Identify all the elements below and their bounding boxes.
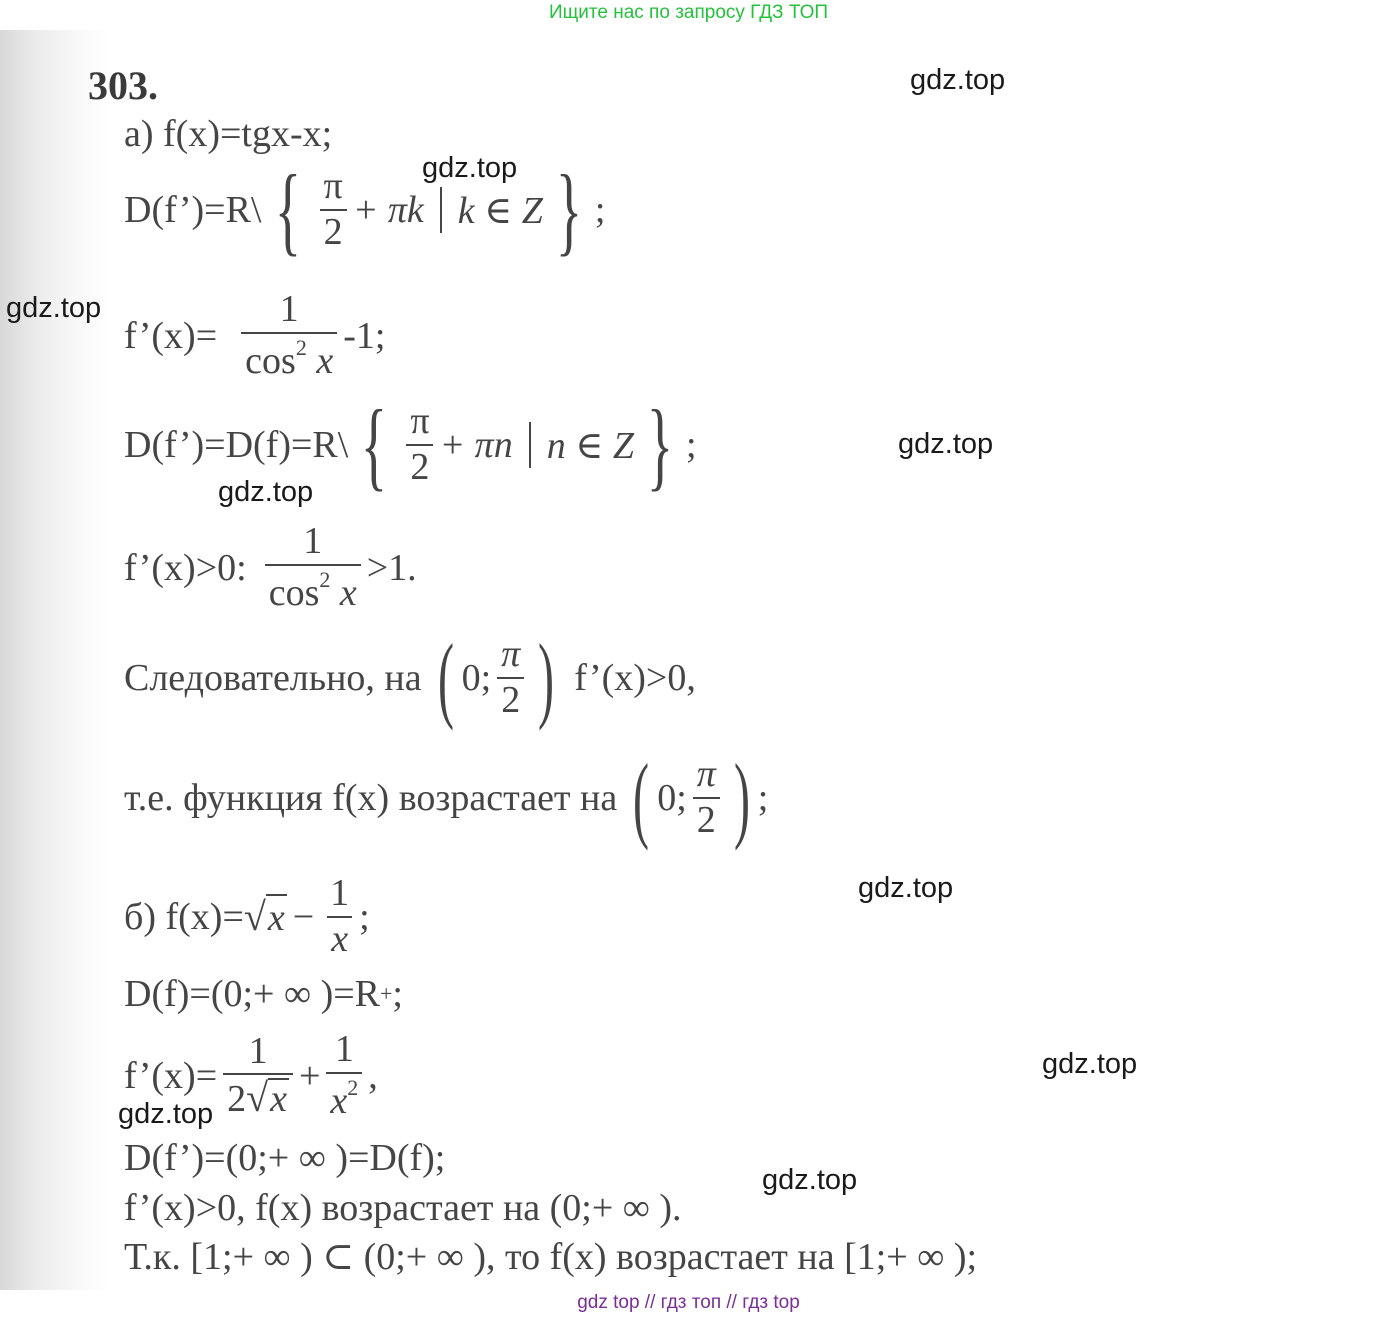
derivative-fraction: $\frac{1}{\cos^2 x}$ (241, 290, 337, 382)
watermark: gdz.top (118, 1098, 214, 1130)
domain-prefix: D(f’)=R\ (124, 189, 262, 231)
part-b-final: Т.к. [1;+ ∞ ) ⊂ (0;+ ∞ ), то f(x) возрастает на [1;+ ∞ ); (124, 1236, 978, 1278)
part-a-function-text: а) f(x)=tgx-x; (124, 113, 333, 155)
derivative-fraction-2: $\frac{1}{x^2}$ (326, 1030, 362, 1122)
right-paren: ) (538, 624, 555, 731)
period-term: + πk (352, 189, 424, 231)
watermark: gdz.top (6, 292, 102, 324)
watermark: gdz.top (1042, 1048, 1138, 1080)
derivative-fraction-1: 1 2 √ x (223, 1032, 293, 1121)
inequality-fraction: $\frac{1}{\cos^2 x}$ (265, 522, 361, 614)
watermark: gdz.top (218, 476, 314, 508)
one-over-x-fraction: $\frac{1}{x}$ (326, 874, 353, 960)
right-brace: } (646, 389, 674, 500)
footer-banner[interactable]: gdz top // гдз топ // гдз top (577, 1292, 800, 1313)
left-paren: ( (437, 624, 454, 731)
pi-over-2-fraction: $\frac{\pi}{2}$ (693, 755, 720, 841)
watermark: gdz.top (762, 1164, 858, 1196)
part-a-inequality: f’(x)>0: $\frac{1}{\cos^2 x}$ >1. (124, 520, 417, 614)
part-a-function (124, 112, 332, 156)
watermark: gdz.top (422, 152, 518, 184)
set-condition: k ∈ Z (457, 189, 543, 232)
problem-number: 303. (88, 63, 158, 108)
watermark: gdz.top (858, 872, 954, 904)
pi-over-2-fraction: $\frac{\pi}{2}$ (497, 635, 524, 721)
left-brace: { (274, 154, 301, 265)
right-brace: } (555, 154, 583, 265)
sqrt-x: √ x (243, 894, 285, 940)
part-b-domain-derivative: D(f’)=(0;+ ∞ )=D(f); (124, 1137, 446, 1179)
part-a-conclusion-1: Следовательно, на ( 0; $\frac{\pi}{2}$ ) f’(x)>0, (124, 624, 696, 731)
part-a-domain-equality: D(f’)=D(f)=R\ { $\frac{\pi}{2}$ + πn n ∈ Z } ; (124, 389, 697, 500)
pi-over-2-fraction: $\frac{\pi}{2}$ (406, 402, 433, 488)
part-a-derivative: f’(x)= $\frac{1}{\cos^2 x}$ -1; (124, 288, 386, 382)
part-b-increase: f’(x)>0, f(x) возрастает на (0;+ ∞ ). (124, 1187, 682, 1229)
watermark: gdz.top (898, 428, 994, 460)
set-divider (440, 187, 442, 233)
part-b-domain: D(f)=(0;+ ∞ )=R + ; (124, 973, 403, 1015)
watermark: gdz.top (910, 64, 1006, 96)
right-paren: ) (733, 744, 750, 851)
set-divider (529, 422, 531, 468)
part-b-function: б) f(x)= √ x − $\frac{1}{x}$ ; (124, 872, 370, 960)
scan-edge-shadow (0, 30, 110, 1290)
part-a-conclusion-2: т.е. функция f(x) возрастает на ( 0; $\frac{\pi}{2}$ ) ; (124, 744, 769, 851)
part-a-domain-derivative: D(f’)=R\ { $\frac{\pi}{2}$ + πk k ∈ Z } ; (124, 154, 606, 265)
left-paren: ( (633, 744, 650, 851)
left-brace: { (361, 389, 388, 500)
pi-over-2-fraction: $\frac{\pi}{2}$ (320, 167, 347, 253)
header-banner[interactable]: Ищите нас по запросу ГДЗ ТОП (548, 2, 829, 23)
part-b-derivative: f’(x)= 1 2 √ x + $\frac{1}{x^2}$ , (124, 1028, 378, 1122)
